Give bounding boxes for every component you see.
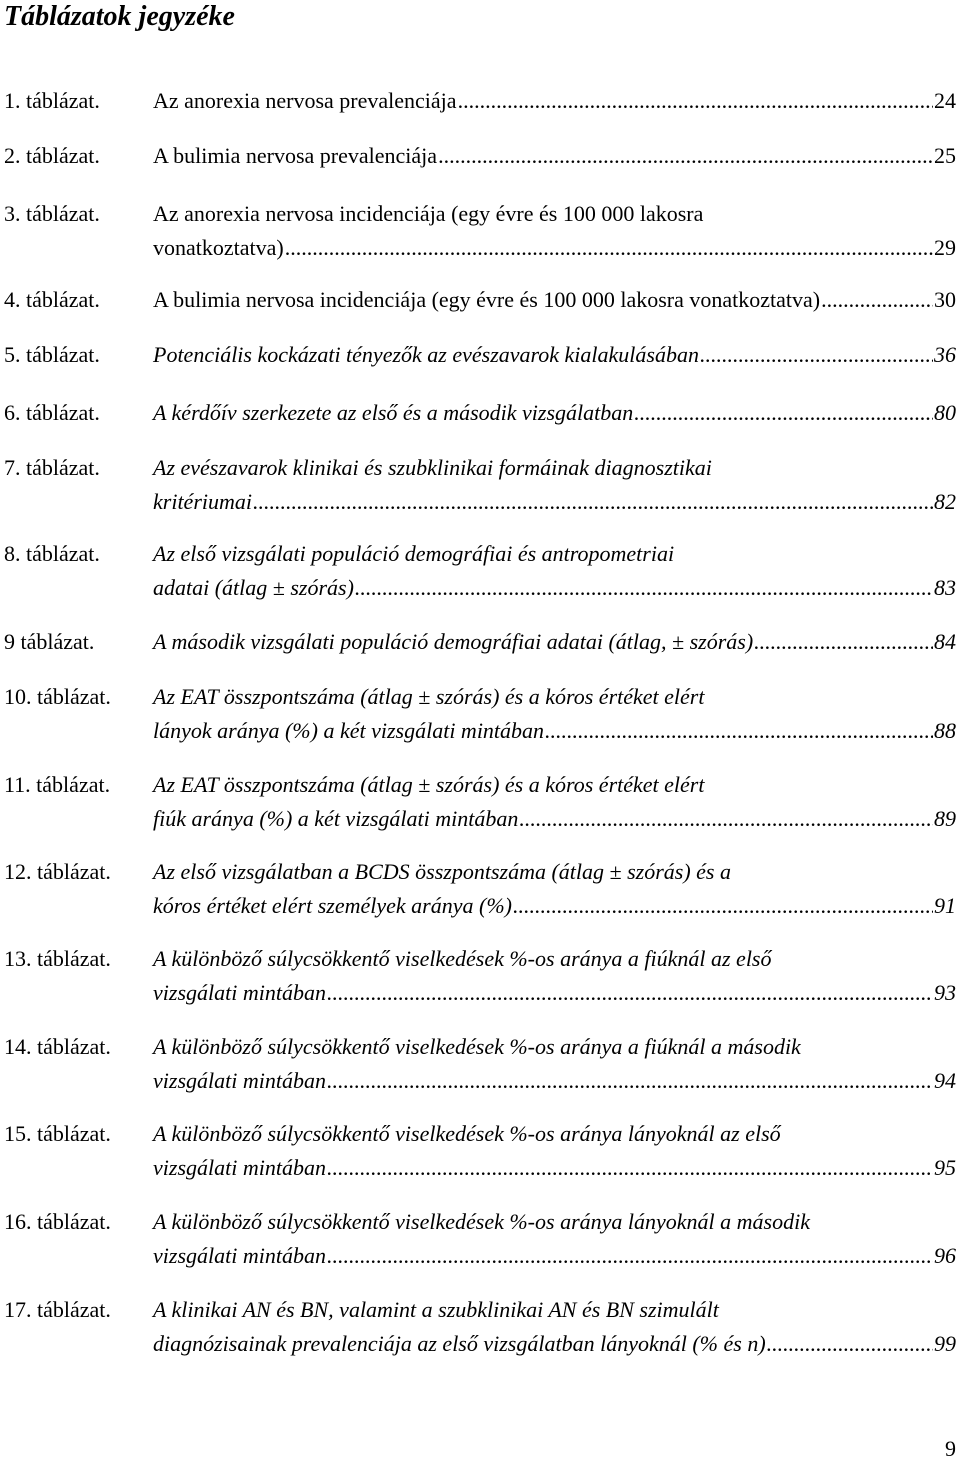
entry-line: [153, 1151, 956, 1185]
entry-label: 12. táblázat.: [4, 859, 111, 884]
entry-label: 1. táblázat.: [4, 88, 100, 113]
entry-title: kritériumai: [153, 489, 252, 514]
entry-title: Az EAT összpontszáma (átlag ± szórás) és a kóros értéket elért: [153, 684, 705, 709]
dot-leader: [767, 1327, 933, 1361]
entry-page: 36: [934, 342, 956, 367]
entry-page: 83: [934, 575, 956, 600]
entry-line: [153, 680, 956, 714]
entry-body: [153, 537, 956, 605]
entry-label: 11. táblázat.: [4, 772, 111, 797]
entry-body: [153, 768, 956, 836]
dot-leader: [754, 625, 933, 659]
entry-title: A második vizsgálati populáció demográfiai adatai (átlag, ± szórás): [153, 629, 754, 654]
entry-label: 6. táblázat.: [4, 400, 100, 425]
entry-line: [153, 855, 956, 889]
dot-leader: [519, 802, 933, 836]
entry-page: 80: [934, 400, 956, 425]
entry-body: [153, 338, 956, 372]
entry-label: 9 táblázat.: [4, 629, 95, 654]
entry-page: 93: [934, 980, 956, 1005]
entry-line: [153, 451, 956, 485]
entry-line: [153, 802, 956, 836]
entry-body: [153, 680, 956, 748]
entry-body: [153, 942, 956, 1010]
entry-title: Az anorexia nervosa prevalenciája: [153, 88, 457, 113]
entry-line: [153, 1030, 956, 1064]
entry-line: [153, 571, 956, 605]
entry-body: [153, 84, 956, 118]
entry-title: A különböző súlycsökkentő viselkedések %-os aránya a fiúknál az első: [153, 946, 772, 971]
entry-label: 8. táblázat.: [4, 541, 100, 566]
entry-line: [153, 537, 956, 571]
entry-title: Az első vizsgálati populáció demográfiai és antropometriai: [153, 541, 675, 566]
entry-line: [153, 283, 956, 317]
dot-leader: [634, 396, 933, 430]
entry-label: 4. táblázat.: [4, 287, 100, 312]
dot-leader: [545, 714, 933, 748]
page-title: Táblázatok jegyzéke: [4, 1, 235, 32]
entry-label: 2. táblázat.: [4, 143, 100, 168]
entry-title: adatai (átlag ± szórás): [153, 575, 354, 600]
dot-leader: [438, 139, 933, 173]
entry-body: [153, 625, 956, 659]
entry-page: 88: [934, 718, 956, 743]
entry-page: 89: [934, 806, 956, 831]
entry-label: 10. táblázat.: [4, 684, 111, 709]
entry-title: Az EAT összpontszáma (átlag ± szórás) és a kóros értéket elért: [153, 772, 705, 797]
entry-label: 17. táblázat.: [4, 1297, 111, 1322]
entry-line: [153, 976, 956, 1010]
entry-title: vizsgálati mintában: [153, 980, 326, 1005]
entry-label: 13. táblázat.: [4, 946, 111, 971]
entry-body: [153, 855, 956, 923]
entry-page: 82: [934, 489, 956, 514]
entry-line: [153, 139, 956, 173]
dot-leader: [327, 1239, 933, 1273]
entry-body: [153, 1293, 956, 1361]
entry-line: [153, 1327, 956, 1361]
entry-label: 5. táblázat.: [4, 342, 100, 367]
entry-title: Az anorexia nervosa incidenciája (egy évre és 100 000 lakosra: [153, 201, 704, 226]
dot-leader: [253, 485, 933, 519]
entry-title: A különböző súlycsökkentő viselkedések %-os aránya lányoknál az első: [153, 1121, 781, 1146]
entry-body: [153, 1030, 956, 1098]
entry-title: vonatkoztatva): [153, 235, 284, 260]
dot-leader: [327, 1064, 933, 1098]
entry-label: 14. táblázat.: [4, 1034, 111, 1059]
entry-line: [153, 1205, 956, 1239]
entry-page: 24: [934, 88, 956, 113]
entry-body: [153, 283, 956, 317]
entry-label: 15. táblázat.: [4, 1121, 111, 1146]
entry-body: [153, 1205, 956, 1273]
entry-page: 94: [934, 1068, 956, 1093]
dot-leader: [327, 976, 933, 1010]
dot-leader: [458, 84, 933, 118]
dot-leader: [285, 231, 933, 265]
entry-line: [153, 768, 956, 802]
entry-line: [153, 485, 956, 519]
entry-body: [153, 197, 956, 265]
entry-title: A kérdőív szerkezete az első és a második vizsgálatban: [153, 400, 634, 425]
entry-page: 96: [934, 1243, 956, 1268]
entry-title: A bulimia nervosa prevalenciája: [153, 143, 438, 168]
entry-line: [153, 1117, 956, 1151]
entry-line: [153, 942, 956, 976]
entry-line: [153, 625, 956, 659]
entry-page: 84: [934, 629, 956, 654]
entry-body: [153, 396, 956, 430]
entry-title: Az első vizsgálatban a BCDS összpontszáma (átlag ± szórás) és a: [153, 859, 731, 884]
dot-leader: [355, 571, 933, 605]
entry-title: diagnózisainak prevalenciája az első vizsgálatban lányoknál (% és n): [153, 1331, 766, 1356]
entry-page: 95: [934, 1155, 956, 1180]
entry-page: 25: [934, 143, 956, 168]
entry-title: vizsgálati mintában: [153, 1068, 326, 1093]
page-number: 9: [945, 1436, 956, 1461]
dot-leader: [700, 338, 933, 372]
entry-title: A klinikai AN és BN, valamint a szubklinikai AN és BN szimulált: [153, 1297, 719, 1322]
entry-line: [153, 338, 956, 372]
entry-line: [153, 197, 956, 231]
entry-title: fiúk aránya (%) a két vizsgálati mintában: [153, 806, 519, 831]
entry-line: [153, 396, 956, 430]
dot-leader: [327, 1151, 933, 1185]
entry-line: [153, 889, 956, 923]
entry-title: A különböző súlycsökkentő viselkedések %-os aránya a fiúknál a második: [153, 1034, 801, 1059]
entry-title: vizsgálati mintában: [153, 1155, 326, 1180]
entry-line: [153, 1239, 956, 1273]
entry-title: lányok aránya (%) a két vizsgálati mintában: [153, 718, 545, 743]
entry-label: 16. táblázat.: [4, 1209, 111, 1234]
entry-body: [153, 451, 956, 519]
entry-title: A különböző súlycsökkentő viselkedések %-os aránya lányoknál a második: [153, 1209, 810, 1234]
entry-line: [153, 1064, 956, 1098]
entry-page: 99: [934, 1331, 956, 1356]
entry-page: 30: [934, 287, 956, 312]
entry-title: Az evészavarok klinikai és szubklinikai formáinak diagnosztikai: [153, 455, 712, 480]
entry-label: 3. táblázat.: [4, 201, 100, 226]
entry-title: A bulimia nervosa incidenciája (egy évre és 100 000 lakosra vonatkoztatva): [153, 287, 821, 312]
entry-line: [153, 231, 956, 265]
entry-label: 7. táblázat.: [4, 455, 100, 480]
dot-leader: [821, 283, 933, 317]
entry-title: kóros értéket elért személyek aránya (%): [153, 893, 512, 918]
dot-leader: [513, 889, 933, 923]
entry-line: [153, 1293, 956, 1327]
entry-page: 29: [934, 235, 956, 260]
entry-title: vizsgálati mintában: [153, 1243, 326, 1268]
entry-line: [153, 714, 956, 748]
entry-body: [153, 1117, 956, 1185]
entry-title: Potenciális kockázati tényezők az evészavarok kialakulásában: [153, 342, 699, 367]
entry-body: [153, 139, 956, 173]
entry-page: 91: [934, 893, 956, 918]
entry-line: [153, 84, 956, 118]
